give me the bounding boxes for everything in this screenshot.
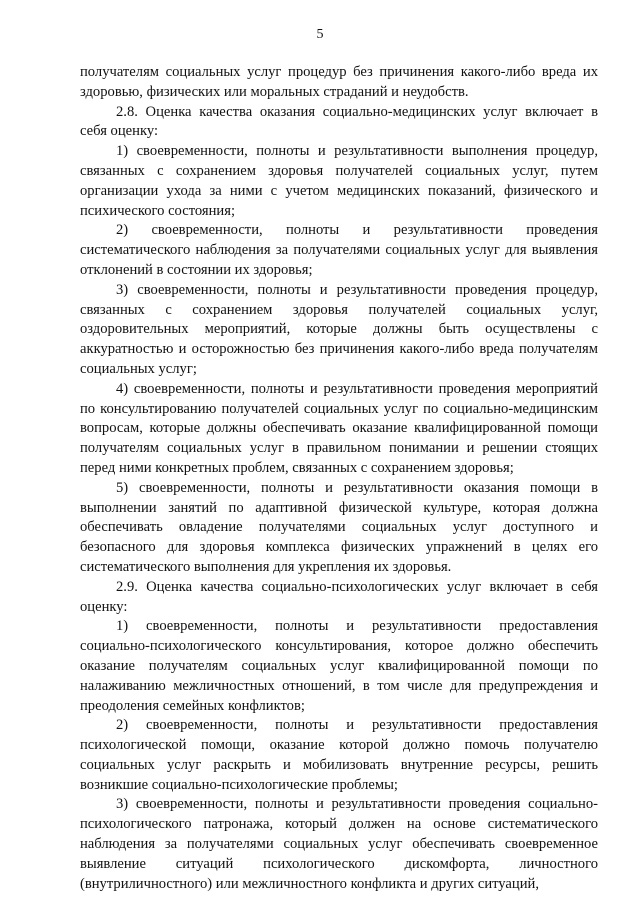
paragraph: 2) своевременности, полноты и результативности проведения систематического наблюдения за получателями социальных услуг для выявления отклонений в состоянии их здоровья; — [80, 222, 598, 278]
paragraph: 4) своевременности, полноты и результативности проведения мероприятий по консультированию получателей социальных услуг по социально-медицинским вопросам, которые должны обеспечивать оказание квалифицированной помощи получателям социальных услуг в правильном понимании и решении стоящих перед ними конкретных проблем, связанных с сохранением здоровья; — [80, 380, 598, 476]
paragraph: 3) своевременности, полноты и результативности проведения процедур, связанных с сохранением здоровья получателей социальных услуг, оздоровительных мероприятий, которые должны быть осуществлены с аккуратностью и осторожностью без причинения какого-либо вреда получателям социальных услуг; — [80, 281, 598, 377]
page-number: 5 — [316, 27, 324, 42]
paragraph: 2.9. Оценка качества социально-психологических услуг включает в себя оценку: — [80, 578, 598, 615]
paragraph: 2.8. Оценка качества оказания социально-медицинских услуг включает в себя оценку: — [80, 103, 598, 140]
document-body — [80, 63, 598, 894]
paragraph: 1) своевременности, полноты и результативности выполнения процедур, связанных с сохранением здоровья получателей социальных услуг, путем организации ухода за ними с учетом медицинских показаний, физического и психического состояния; — [80, 143, 598, 219]
paragraph: получателям социальных услуг процедур без причинения какого-либо вреда их здоровью, физических или моральных страданий и неудобств. — [80, 64, 598, 100]
paragraph: 3) своевременности, полноты и результативности проведения социально-психологического патронажа, который должен на основе систематического наблюдения за получателями социальных услуг обеспечивать своевременное выявление ситуаций психологического дискомфорта, личностного (внутриличностного) или межличностного конфликта и других ситуаций, — [80, 796, 598, 892]
paragraph: 1) своевременности, полноты и результативности предоставления социально-психологического консультирования, которое должно обеспечить оказание получателям социальных услуг квалифицированной помощи по налаживанию межличностных отношений, в том числе для предупреждения и преодоления семейных конфликтов; — [80, 618, 598, 714]
paragraph: 2) своевременности, полноты и результативности предоставления психологической помощи, оказание которой должно помочь получателю социальных услуг раскрыть и мобилизовать внутренние ресурсы, решить возникшие социально-психологические проблемы; — [80, 717, 598, 793]
paragraph: 5) своевременности, полноты и результативности оказания помощи в выполнении занятий по адаптивной физической культуре, которая должна обеспечивать овладение получателями социальных услуг доступного и безопасного для здоровья комплекса физических упражнений в целях его систематического выполнения для укрепления их здоровья. — [80, 479, 598, 575]
